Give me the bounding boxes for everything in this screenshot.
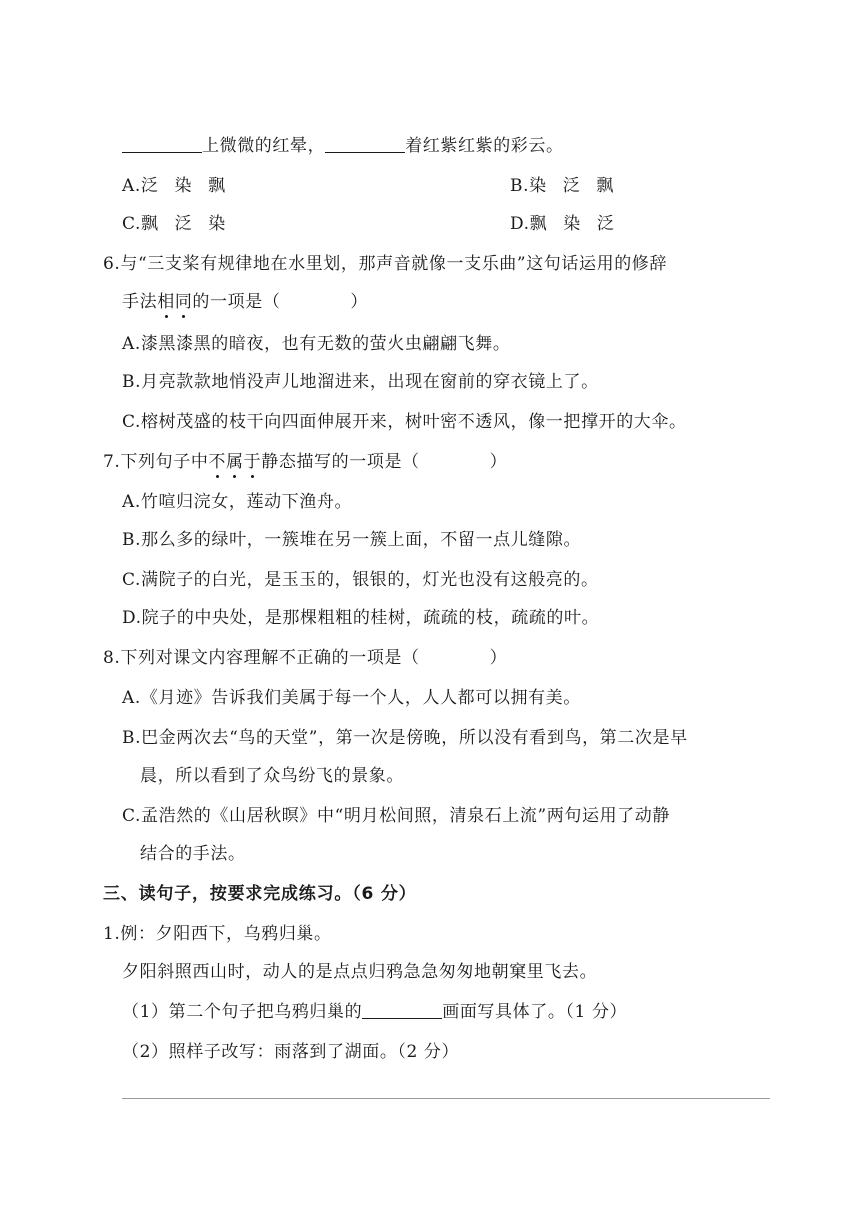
- q6-stem-cont: 手法相同的一项是（ ）: [122, 292, 369, 312]
- q7-stem: 7.下列句子中不属于静态描写的一项是（ ）: [103, 452, 508, 472]
- q8-option-c: C.孟浩然的《山居秋暝》中“明月松间照，清泉石上流”两句运用了动静: [122, 806, 670, 826]
- q7-option-b: B.那么多的绿叶，一簇堆在另一簇上面，不留一点儿缝隙。: [122, 530, 582, 550]
- section-heading: 三、读句子，按要求完成练习。（6 分）: [103, 884, 417, 904]
- q8-option-b: B.巴金两次去“鸟的天堂”，第一次是傍晚，所以没有看到鸟，第二次是早: [122, 728, 688, 748]
- q7-option-d: D.院子的中央处，是那棵粗粗的桂树，疏疏的枝，疏疏的叶。: [122, 608, 600, 628]
- emphasis-dot: 同: [174, 292, 193, 312]
- q8-option-a: A.《月迹》告诉我们美属于每一个人，人人都可以拥有美。: [122, 688, 581, 708]
- emphasis-dot: 相: [157, 292, 175, 312]
- emphasis-dot: 不: [208, 452, 227, 472]
- q6-option-c: C.榕树茂盛的枝干向四面伸展开来，树叶密不透风，像一把撑开的大伞。: [122, 412, 687, 432]
- q8-stem: 8.下列对课文内容理解不正确的一项是（ ）: [103, 648, 508, 668]
- q5-option-c: C.飘 泛 染 D.飘 染 泛: [122, 214, 615, 234]
- answer-blank[interactable]: [325, 137, 405, 153]
- answer-line[interactable]: [122, 1098, 770, 1099]
- q7-option-a: A.竹喧归浣女，莲动下渔舟。: [122, 492, 353, 512]
- q8-option-c-cont: 结合的手法。: [140, 844, 246, 864]
- emphasis-dot: 于: [243, 452, 262, 472]
- q1-example: 1.例：夕阳西下，乌鸦归巢。: [103, 924, 332, 944]
- sub-question-1: （1）第二个句子把乌鸦归巢的 画面写具体了。（1 分）: [122, 1002, 628, 1022]
- q5-option-d: D.飘 染 泛: [510, 214, 615, 234]
- q5-stem-line: 上微微的红晕， 着红紫红紫的彩云。: [122, 134, 564, 158]
- q8-option-b-cont: 晨，所以看到了众鸟纷飞的景象。: [140, 766, 404, 786]
- q6-stem: 6.与“三支桨有规律地在水里划，那声音就像一支乐曲”这句话运用的修辞: [103, 254, 667, 274]
- q6-option-a: A.漆黑漆黑的暗夜，也有无数的萤火虫翩翩飞舞。: [122, 334, 511, 354]
- answer-blank[interactable]: [362, 1003, 442, 1019]
- q5-option-b: B.染 泛 飘: [510, 176, 614, 196]
- answer-blank[interactable]: [122, 137, 202, 153]
- emphasis-dot: 属: [226, 452, 244, 472]
- q5-option-a: A.泛 染 飘 B.染 泛 飘: [122, 176, 614, 196]
- q7-option-c: C.满院子的白光，是玉玉的，银银的，灯光也没有这般亮的。: [122, 570, 599, 590]
- sub-question-2: （2）照样子改写：雨落到了湖面。（2 分）: [122, 1042, 460, 1062]
- q1-sentence: 夕阳斜照西山时，动人的是点点归鸦急急匆匆地朝窠里飞去。: [122, 962, 598, 982]
- q6-option-b: B.月亮款款地悄没声儿地溜进来，出现在窗前的穿衣镜上了。: [122, 372, 599, 392]
